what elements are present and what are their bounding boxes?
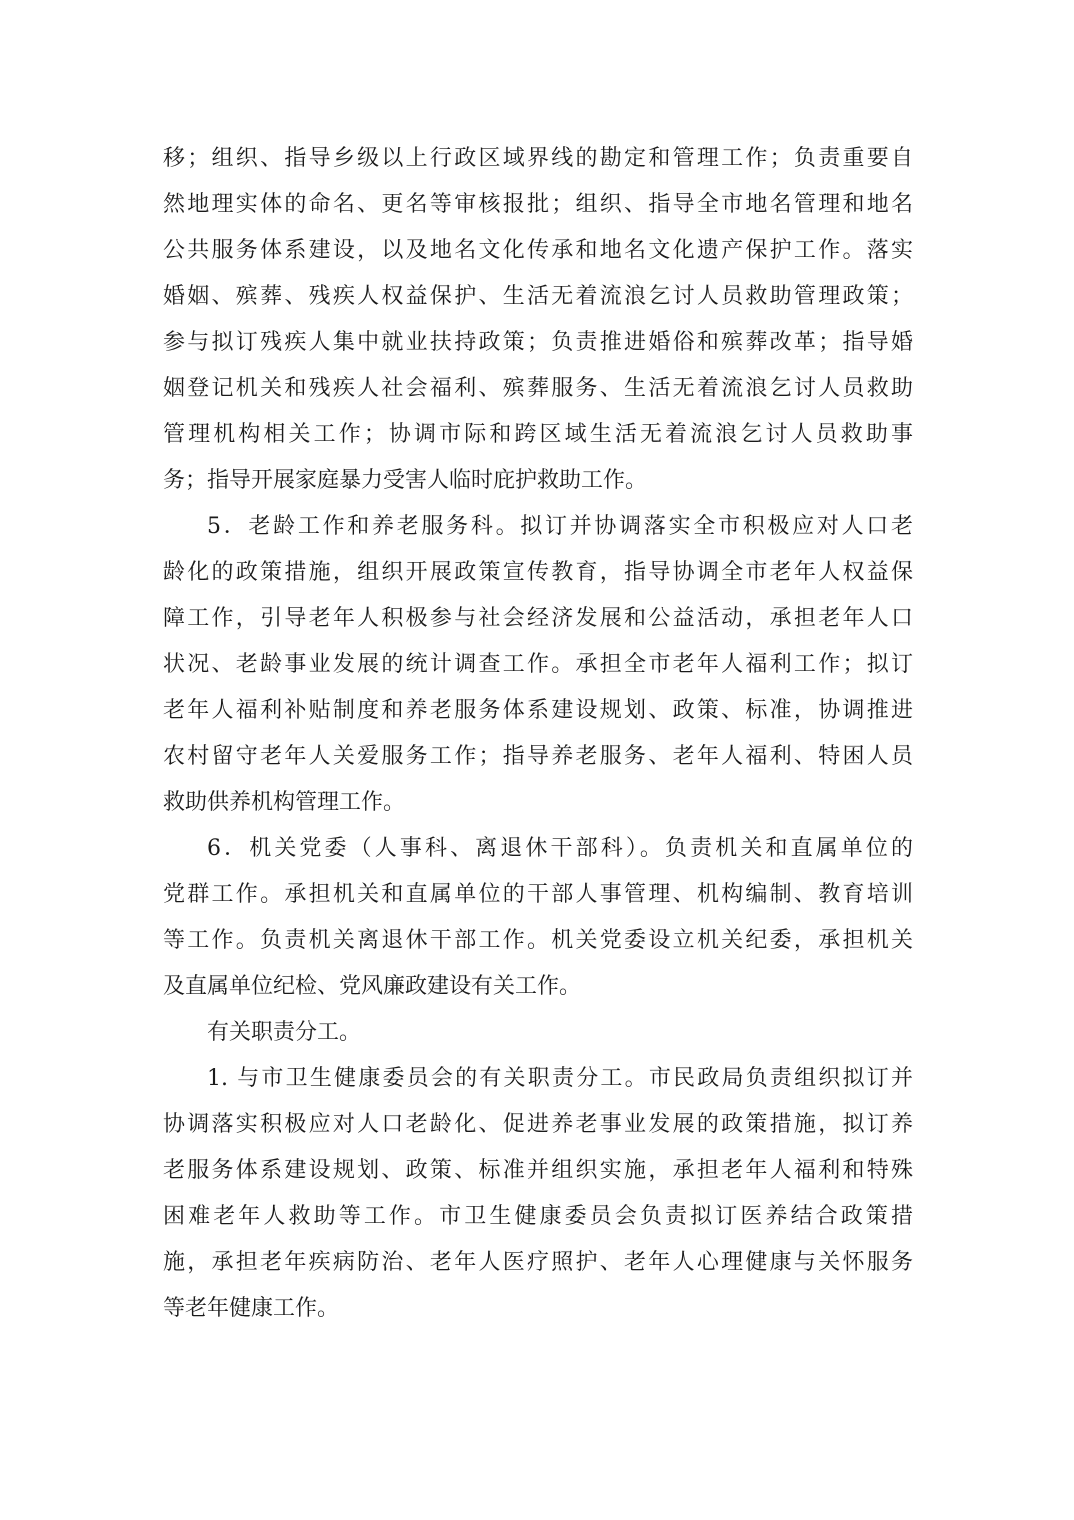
text-line: 公共服务体系建设，以及地名文化传承和地名文化遗产保护工作。落实: [163, 238, 913, 263]
text-line: 然地理实体的命名、更名等审核报批；组织、指导全市地名管理和地名: [163, 192, 913, 217]
text-line: 等老年健康工作。: [163, 1296, 340, 1321]
text-line: 务；指导开展家庭暴力受害人临时庇护救助工作。: [163, 468, 648, 493]
text-line: 老服务体系建设规划、政策、标准并组织实施，承担老年人福利和特殊: [163, 1158, 913, 1183]
text-line: 施，承担老年疾病防治、老年人医疗照护、老年人心理健康与关怀服务: [163, 1250, 913, 1275]
text-line: 等工作。负责机关离退休干部工作。机关党委设立机关纪委，承担机关: [163, 928, 913, 953]
text-line: 婚姻、殡葬、残疾人权益保护、生活无着流浪乞讨人员救助管理政策；: [163, 284, 913, 309]
text-line: 老年人福利补贴制度和养老服务体系建设规划、政策、标准，协调推进: [163, 698, 913, 723]
document-body: [163, 136, 913, 1332]
text-line: 状况、老龄事业发展的统计调查工作。承担全市老年人福利工作；拟订: [163, 652, 913, 677]
text-line: 农村留守老年人关爱服务工作；指导养老服务、老年人福利、特困人员: [163, 744, 913, 769]
text-line: 龄化的政策措施，组织开展政策宣传教育，指导协调全市老年人权益保: [163, 560, 913, 585]
text-line: 党群工作。承担机关和直属单位的干部人事管理、机构编制、教育培训: [163, 882, 913, 907]
text-line: 姻登记机关和残疾人社会福利、殡葬服务、生活无着流浪乞讨人员救助: [163, 376, 913, 401]
text-line: 困难老年人救助等工作。市卫生健康委员会负责拟订医养结合政策措: [163, 1204, 913, 1229]
text-line: 协调落实积极应对人口老龄化、促进养老事业发展的政策措施，拟订养: [163, 1112, 913, 1137]
responsibilities-heading: 有关职责分工。: [207, 1020, 362, 1045]
text-line: 障工作，引导老年人积极参与社会经济发展和公益活动，承担老年人口: [163, 606, 913, 631]
section-6-heading-line: 6．机关党委（人事科、离退休干部科）。负责机关和直属单位的: [207, 836, 913, 861]
text-line: 移；组织、指导乡级以上行政区域界线的勘定和管理工作；负责重要自: [163, 146, 913, 171]
section-5-heading-line: 5．老龄工作和养老服务科。拟订并协调落实全市积极应对人口老: [207, 514, 913, 539]
text-line: 及直属单位纪检、党风廉政建设有关工作。: [163, 974, 582, 999]
division-1-heading-line: 1. 与市卫生健康委员会的有关职责分工。市民政局负责组织拟订并: [207, 1066, 913, 1091]
text-line: 救助供养机构管理工作。: [163, 790, 406, 815]
text-line: 参与拟订残疾人集中就业扶持政策；负责推进婚俗和殡葬改革；指导婚: [163, 330, 913, 355]
text-line: 管理机构相关工作；协调市际和跨区域生活无着流浪乞讨人员救助事: [163, 422, 913, 447]
